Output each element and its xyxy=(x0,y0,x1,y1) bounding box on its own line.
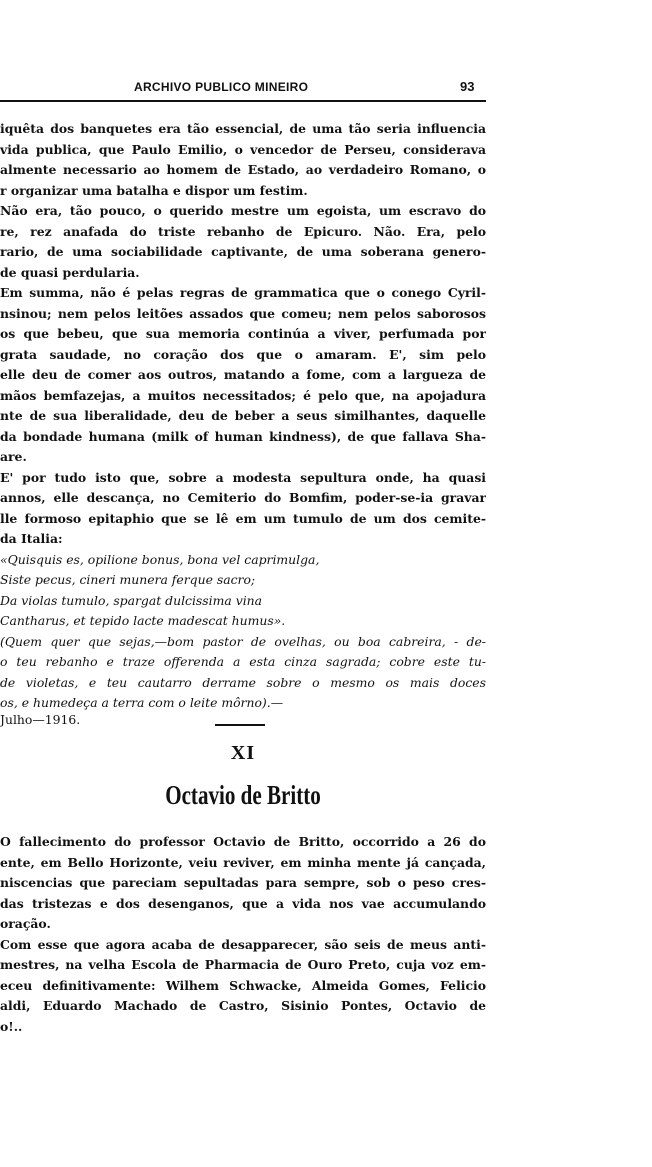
chapter-line: aldi, Eduardo Machado de Castro, Sisinio Pontes, Octavio de xyxy=(0,998,486,1013)
section-divider xyxy=(215,724,265,726)
chapter-line: das tristezas e dos desenganos, que a vida nos vae accumulando xyxy=(0,895,486,911)
chapter-line: eceu definitivamente: Wilhem Schwacke, Almeida Gomes, Felicio xyxy=(0,977,486,993)
body-line: os que bebeu, que sua memoria continúa a viver, perfumada por xyxy=(0,326,486,341)
chapter-line: o!.. xyxy=(0,1018,23,1034)
epitaph-line: Da violas tumulo, spargat dulcissima vina xyxy=(0,592,263,608)
chapter-line: mestres, na velha Escola de Pharmacia de Ouro Preto, cuja voz em- xyxy=(0,957,486,972)
epitaph-line: Siste pecus, cineri munera ferque sacro; xyxy=(0,572,256,587)
body-line: da Italia: xyxy=(0,531,63,546)
chapter-line: ente, em Bello Horizonte, veiu reviver, em minha mente já cançada, xyxy=(0,854,486,870)
body-line: are. xyxy=(0,449,27,464)
body-line: mãos bemfazejas, a muitos necessitados; é pelo que, na apojadura xyxy=(0,387,486,403)
page-number: 93 xyxy=(460,79,475,94)
body-line: Não era, tão pouco, o querido mestre um egoista, um escravo do xyxy=(0,203,486,218)
body-line: lle formoso epitaphio que se lê em um tumulo de um dos cemite- xyxy=(0,510,486,526)
page-header xyxy=(0,78,486,102)
translation-line: o teu rebanho e traze offerenda a esta cinza sagrada; cobre este tu- xyxy=(0,654,486,669)
translation-line: os, e humedeça a terra com o leite môrno).— xyxy=(0,695,284,710)
body-line: de quasi perdularia. xyxy=(0,264,140,280)
translation-line: (Quem quer que sejas,—bom pastor de ovelhas, ou boa cabreira, - de- xyxy=(0,633,486,649)
body-line: nsinou; nem pelos leitões assados que comeu; nem pelos saborosos xyxy=(0,305,486,321)
body-line: E' por tudo isto que, sobre a modesta sepultura onde, ha quasi xyxy=(0,469,486,485)
body-line: nte de sua liberalidade, deu de beber a seus similhantes, daquelle xyxy=(0,408,486,423)
chapter-number: XI xyxy=(230,742,256,764)
body-line: grata saudade, no coração dos que o amaram. E', sim pelo xyxy=(0,346,486,362)
body-line: r organizar uma batalha e dispor um festim. xyxy=(0,182,308,198)
chapter-line: O fallecimento do professor Octavio de Britto, occorrido a 26 do xyxy=(0,834,486,849)
chapter-title: Octavio de Britto xyxy=(165,780,321,810)
body-line: da bondade humana (milk of human kindness), de que fallava Sha- xyxy=(0,428,486,444)
body-line: almente necessario ao homem de Estado, ao verdadeiro Romano, o xyxy=(0,162,486,177)
body-line: elle deu de comer aos outros, matando a fome, com a largueza de xyxy=(0,367,486,382)
chapter-line: Com esse que agora acaba de desapparecer, são seis de meus anti- xyxy=(0,936,486,952)
body-line: Em summa, não é pelas regras de grammatica que o conego Cyril- xyxy=(0,285,486,300)
epitaph-line: Cantharus, et tepido lacte madescat humus». xyxy=(0,613,286,628)
chapter-line: niscencias que pareciam sepultadas para sempre, sob o peso cres- xyxy=(0,875,486,890)
body-line: vida publica, que Paulo Emilio, o vencedor de Perseu, considerava xyxy=(0,141,486,157)
epitaph-line: «Quisquis es, opilione bonus, bona vel caprimulga, xyxy=(0,551,320,567)
body-line: iquêta dos banquetes era tão essencial, de uma tão seria influencia xyxy=(0,121,486,136)
translation-line: de violetas, e teu cautarro derrame sobre o mesmo os mais doces xyxy=(0,674,486,690)
body-line: rario, de uma sociabilidade captivante, de uma soberana genero- xyxy=(0,244,486,259)
chapter-line: oração. xyxy=(0,916,51,931)
body-line: re, rez anafada do triste rebanho de Epicuro. Não. Era, pelo xyxy=(0,223,486,239)
running-title: ARCHIVO PUBLICO MINEIRO xyxy=(134,80,309,94)
date-line: Julho—1916. xyxy=(0,712,81,727)
body-line: annos, elle descança, no Cemiterio do Bomfim, poder-se-ia gravar xyxy=(0,490,486,505)
